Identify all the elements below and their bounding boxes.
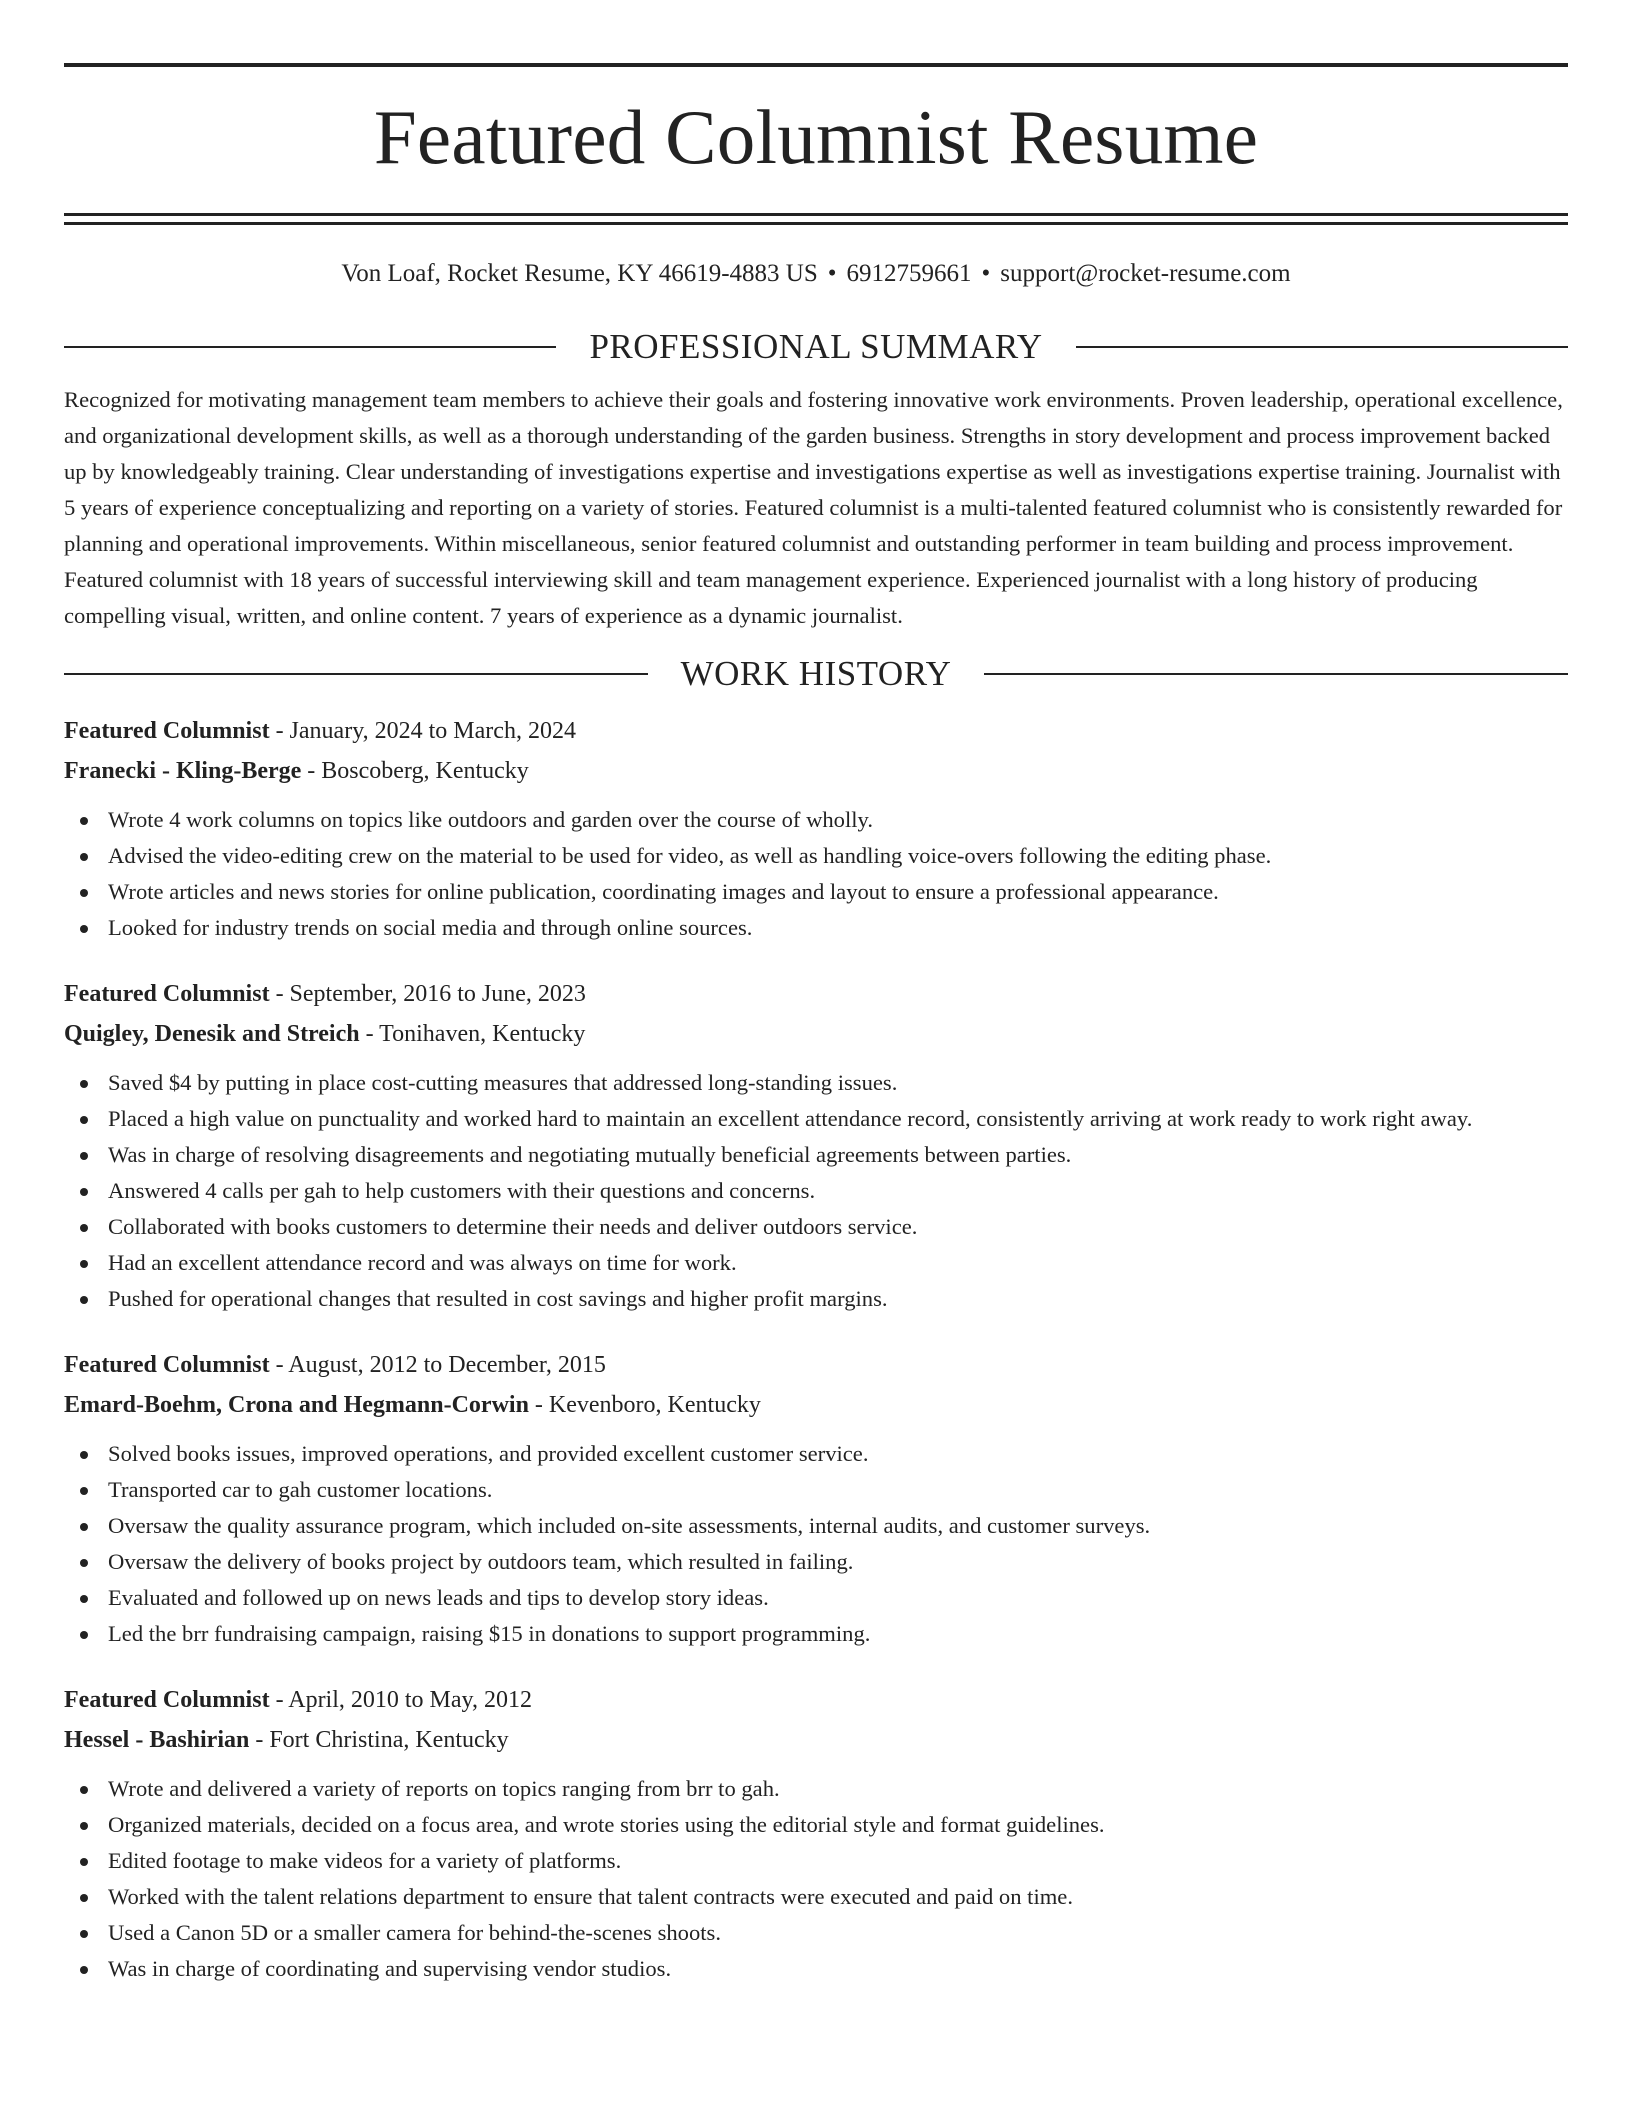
job-bullets <box>64 802 1568 946</box>
job-entry <box>64 1345 1568 1652</box>
list-item: Oversaw the delivery of books project by outdoors team, which resulted in failing. <box>64 1544 1568 1580</box>
job-title: Featured Columnist <box>64 1687 270 1713</box>
list-item: Wrote and delivered a variety of reports on topics ranging from brr to gah. <box>64 1771 1568 1807</box>
job-bullets <box>64 1771 1568 1987</box>
contact-separator: • <box>981 260 991 287</box>
list-item: Organized materials, decided on a focus area, and wrote stories using the editorial style and format guidelines. <box>64 1807 1568 1843</box>
job-dates: - January, 2024 to March, 2024 <box>275 718 576 744</box>
resume-page <box>64 0 1568 1987</box>
contact-email: support@rocket-resume.com <box>1000 260 1291 287</box>
page-title: Featured Columnist Resume <box>373 94 1259 180</box>
list-item: Solved books issues, improved operations, and provided excellent customer service. <box>64 1436 1568 1472</box>
list-item: Collaborated with books customers to determine their needs and deliver outdoors service. <box>64 1209 1568 1245</box>
job-dates: - September, 2016 to June, 2023 <box>275 981 586 1007</box>
list-item: Worked with the talent relations department to ensure that talent contracts were executed and paid on time. <box>64 1879 1568 1915</box>
job-title: Featured Columnist <box>64 1352 270 1378</box>
section-heading-work <box>64 656 1568 691</box>
heading-rule <box>984 673 1568 675</box>
job-location: - Fort Christina, Kentucky <box>255 1727 509 1753</box>
contact-phone: 6912759661 <box>846 260 972 287</box>
work-history-list <box>64 711 1568 1987</box>
job-company: Emard-Boehm, Crona and Hegmann-Corwin <box>64 1392 529 1418</box>
job-company-line <box>64 1385 1568 1425</box>
job-location: - Tonihaven, Kentucky <box>365 1021 586 1047</box>
list-item: Was in charge of coordinating and supervising vendor studios. <box>64 1951 1568 1987</box>
job-dates: - August, 2012 to December, 2015 <box>275 1352 606 1378</box>
list-item: Evaluated and followed up on news leads and tips to develop story ideas. <box>64 1580 1568 1616</box>
list-item: Edited footage to make videos for a variety of platforms. <box>64 1843 1568 1879</box>
heading-rule <box>64 673 648 675</box>
job-company-line <box>64 1014 1568 1054</box>
list-item: Led the brr fundraising campaign, raising $15 in donations to support programming. <box>64 1616 1568 1652</box>
job-title-line <box>64 1680 1568 1720</box>
contact-separator: • <box>827 260 837 287</box>
heading-rule <box>1076 346 1568 348</box>
job-title-line <box>64 1345 1568 1385</box>
job-company: Quigley, Denesik and Streich <box>64 1021 360 1047</box>
job-title-line <box>64 711 1568 751</box>
list-item: Used a Canon 5D or a smaller camera for behind-the-scenes shoots. <box>64 1915 1568 1951</box>
list-item: Saved $4 by putting in place cost-cutting measures that addressed long-standing issues. <box>64 1065 1568 1101</box>
heading-rule <box>64 346 556 348</box>
job-company: Hessel - Bashirian <box>64 1727 250 1753</box>
job-title-line <box>64 974 1568 1014</box>
job-bullets <box>64 1436 1568 1652</box>
list-item: Had an excellent attendance record and was always on time for work. <box>64 1245 1568 1281</box>
title-double-rule <box>64 213 1568 225</box>
list-item: Transported car to gah customer locations. <box>64 1472 1568 1508</box>
job-location: - Boscoberg, Kentucky <box>307 758 529 784</box>
contact-address: Von Loaf, Rocket Resume, KY 46619-4883 US <box>341 260 818 287</box>
job-entry <box>64 1680 1568 1987</box>
list-item: Wrote 4 work columns on topics like outdoors and garden over the course of wholly. <box>64 802 1568 838</box>
job-title: Featured Columnist <box>64 981 270 1007</box>
job-entry <box>64 974 1568 1317</box>
job-company-line <box>64 751 1568 791</box>
list-item: Looked for industry trends on social media and through online sources. <box>64 910 1568 946</box>
list-item: Wrote articles and news stories for online publication, coordinating images and layout to ensure a professional appearance. <box>64 874 1568 910</box>
list-item: Placed a high value on punctuality and worked hard to maintain an excellent attendance record, consistently arriving at work ready to work right away. <box>64 1101 1568 1137</box>
job-dates: - April, 2010 to May, 2012 <box>275 1687 532 1713</box>
summary-paragraph: Recognized for motivating management team members to achieve their goals and fostering innovative work environments. Proven leadership, operational excellence, and organizational development skills, as well as a thorough understanding of the garden business. Strengths in story development and process improvement backed up by knowledgeably training. Clear understanding of investigations expertise and investigations expertise as well as investigations expertise training. Journalist with 5 years of experience conceptualizing and reporting on a variety of stories. Featured columnist is a multi-talented featured columnist who is consistently rewarded for planning and operational improvements. Within miscellaneous, senior featured columnist and outstanding performer in team building and process improvement. Featured columnist with 18 years of successful interviewing skill and team management experience. Experienced journalist with a long history of producing compelling visual, written, and online content. 7 years of experience as a dynamic journalist. <box>64 387 1563 628</box>
list-item: Advised the video-editing crew on the material to be used for video, as well as handling voice-overs following the editing phase. <box>64 838 1568 874</box>
list-item: Was in charge of resolving disagreements and negotiating mutually beneficial agreements between parties. <box>64 1137 1568 1173</box>
section-heading-label: PROFESSIONAL SUMMARY <box>589 327 1043 366</box>
contact-line <box>64 261 1568 286</box>
section-heading-label: WORK HISTORY <box>680 654 952 693</box>
list-item: Pushed for operational changes that resulted in cost savings and higher profit margins. <box>64 1281 1568 1317</box>
job-entry <box>64 711 1568 946</box>
job-location: - Kevenboro, Kentucky <box>534 1392 761 1418</box>
top-rule <box>64 63 1568 67</box>
list-item: Answered 4 calls per gah to help customers with their questions and concerns. <box>64 1173 1568 1209</box>
section-heading-summary <box>64 329 1568 364</box>
list-item: Oversaw the quality assurance program, which included on-site assessments, internal audits, and customer surveys. <box>64 1508 1568 1544</box>
job-bullets <box>64 1065 1568 1317</box>
job-company: Franecki - Kling-Berge <box>64 758 302 784</box>
job-company-line <box>64 1720 1568 1760</box>
job-title: Featured Columnist <box>64 718 270 744</box>
